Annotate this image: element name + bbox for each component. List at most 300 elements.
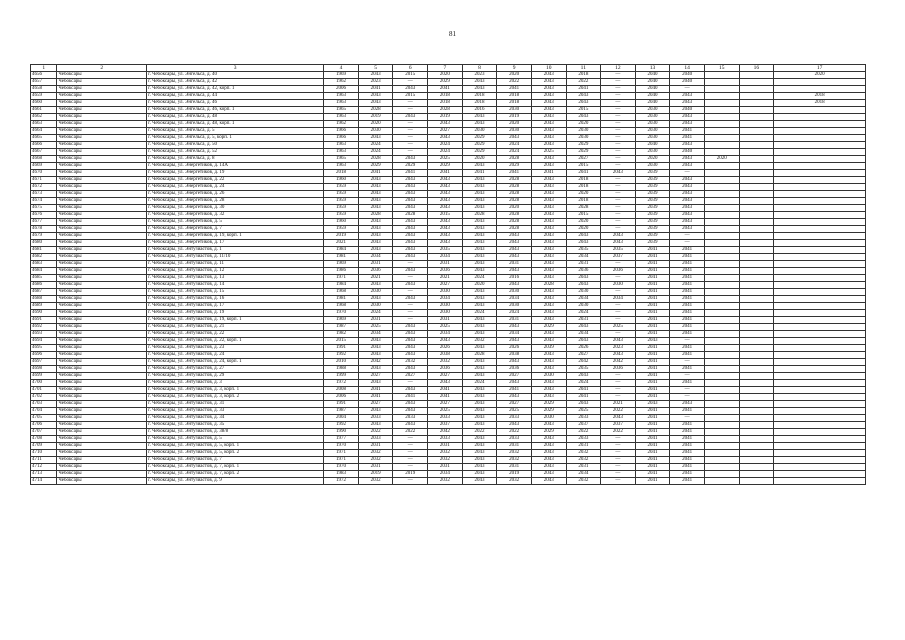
- value-cell: 1960: [324, 177, 359, 184]
- column-number-cell: 15: [704, 65, 739, 72]
- value-cell: [739, 415, 774, 422]
- value-cell: —: [393, 289, 428, 296]
- value-cell: 2043: [393, 331, 428, 338]
- value-cell: [704, 107, 739, 114]
- value-cell: 2028: [497, 191, 532, 198]
- value-cell: —: [601, 128, 636, 135]
- table-row: [31, 72, 866, 79]
- value-cell: 2043: [531, 359, 566, 366]
- table-row: [31, 282, 866, 289]
- address-cell: г. Чебоксары, ул. Энгельса, д. 44: [147, 93, 324, 100]
- city-cell: Чебоксары: [57, 79, 147, 86]
- value-cell: —: [393, 464, 428, 471]
- value-cell: —: [601, 191, 636, 198]
- value-cell: —: [601, 303, 636, 310]
- value-cell: 2041: [497, 387, 532, 394]
- value-cell: 2043: [462, 415, 497, 422]
- value-cell: 2029: [531, 429, 566, 436]
- table-row: [31, 380, 866, 387]
- value-cell: 2041: [428, 394, 463, 401]
- value-cell: 1966: [324, 135, 359, 142]
- value-cell: 2028: [358, 107, 393, 114]
- value-cell: 2041: [393, 170, 428, 177]
- value-cell: [774, 149, 866, 156]
- address-cell: г. Чебоксары, ул. Энтузиастов, д. 38/8: [147, 429, 324, 436]
- value-cell: [774, 184, 866, 191]
- value-cell: 2031: [358, 317, 393, 324]
- value-cell: 2026: [497, 345, 532, 352]
- register-table: [30, 64, 866, 485]
- value-cell: 1987: [324, 408, 359, 415]
- value-cell: 2043: [531, 422, 566, 429]
- row-number-cell: 4692: [31, 324, 57, 331]
- value-cell: 2043: [393, 338, 428, 345]
- value-cell: —: [601, 163, 636, 170]
- value-cell: 2020: [497, 72, 532, 79]
- value-cell: 2019: [358, 114, 393, 121]
- city-cell: Чебоксары: [57, 415, 147, 422]
- value-cell: 1959: [324, 191, 359, 198]
- value-cell: 2032: [497, 457, 532, 464]
- row-number-cell: 4683: [31, 261, 57, 268]
- table-row: [31, 415, 866, 422]
- value-cell: [704, 86, 739, 93]
- value-cell: 2041: [635, 380, 670, 387]
- table-body: [31, 65, 866, 485]
- value-cell: 2004: [324, 415, 359, 422]
- column-number-cell: 9: [497, 65, 532, 72]
- value-cell: 2043: [462, 296, 497, 303]
- value-cell: [704, 205, 739, 212]
- value-cell: 2043: [670, 100, 705, 107]
- value-cell: 2039: [635, 212, 670, 219]
- value-cell: 2043: [531, 275, 566, 282]
- value-cell: 2031: [358, 261, 393, 268]
- value-cell: 2024: [358, 310, 393, 317]
- value-cell: 2041: [670, 254, 705, 261]
- value-cell: 2018: [324, 170, 359, 177]
- city-cell: Чебоксары: [57, 373, 147, 380]
- value-cell: —: [601, 177, 636, 184]
- value-cell: 2018: [566, 177, 601, 184]
- table-row: [31, 394, 866, 401]
- value-cell: 2040: [670, 149, 705, 156]
- value-cell: 2041: [635, 373, 670, 380]
- value-cell: 1960: [324, 219, 359, 226]
- row-number-cell: 4678: [31, 226, 57, 233]
- value-cell: 2043: [497, 394, 532, 401]
- value-cell: 2028: [462, 352, 497, 359]
- value-cell: 2022: [497, 429, 532, 436]
- row-number-cell: 4685: [31, 275, 57, 282]
- value-cell: 2034: [601, 296, 636, 303]
- address-cell: г. Чебоксары, ул. Энтузиастов, д. 5, корп. 2: [147, 450, 324, 457]
- value-cell: 2041: [670, 408, 705, 415]
- value-cell: 2043: [393, 345, 428, 352]
- row-number-cell: 4690: [31, 310, 57, 317]
- value-cell: —: [601, 464, 636, 471]
- value-cell: [739, 142, 774, 149]
- value-cell: 2043: [393, 114, 428, 121]
- value-cell: —: [601, 121, 636, 128]
- city-cell: Чебоксары: [57, 338, 147, 345]
- value-cell: 1959: [324, 198, 359, 205]
- value-cell: 2043: [670, 142, 705, 149]
- value-cell: [704, 296, 739, 303]
- address-cell: г. Чебоксары, ул. Энергетиков, д. 32: [147, 212, 324, 219]
- value-cell: 2043: [566, 100, 601, 107]
- value-cell: —: [670, 338, 705, 345]
- value-cell: 2043: [531, 247, 566, 254]
- row-number-cell: 4670: [31, 170, 57, 177]
- value-cell: 2020: [566, 121, 601, 128]
- value-cell: —: [393, 275, 428, 282]
- value-cell: 2033: [393, 415, 428, 422]
- value-cell: 2043: [531, 296, 566, 303]
- value-cell: 2043: [462, 233, 497, 240]
- value-cell: 2018: [497, 93, 532, 100]
- value-cell: 2034: [497, 296, 532, 303]
- value-cell: 2043: [358, 93, 393, 100]
- value-cell: 2024: [358, 149, 393, 156]
- value-cell: 2028: [358, 212, 393, 219]
- city-cell: Чебоксары: [57, 142, 147, 149]
- value-cell: 1981: [324, 296, 359, 303]
- value-cell: 2041: [635, 254, 670, 261]
- value-cell: 2041: [635, 408, 670, 415]
- value-cell: 2024: [566, 310, 601, 317]
- value-cell: 2041: [635, 289, 670, 296]
- value-cell: 2043: [462, 366, 497, 373]
- value-cell: —: [393, 100, 428, 107]
- value-cell: —: [601, 142, 636, 149]
- value-cell: [774, 380, 866, 387]
- row-number-cell: 4656: [31, 72, 57, 79]
- value-cell: 2041: [635, 317, 670, 324]
- value-cell: [704, 324, 739, 331]
- table-row: [31, 464, 866, 471]
- value-cell: 2029: [428, 163, 463, 170]
- value-cell: —: [601, 226, 636, 233]
- value-cell: 2025: [601, 324, 636, 331]
- value-cell: [774, 359, 866, 366]
- row-number-cell: 4658: [31, 86, 57, 93]
- value-cell: 2043: [462, 219, 497, 226]
- value-cell: [704, 114, 739, 121]
- value-cell: [739, 303, 774, 310]
- row-number-cell: 4681: [31, 247, 57, 254]
- city-cell: Чебоксары: [57, 226, 147, 233]
- value-cell: 2034: [428, 254, 463, 261]
- value-cell: [739, 212, 774, 219]
- value-cell: 2043: [601, 352, 636, 359]
- row-number-cell: 4672: [31, 184, 57, 191]
- value-cell: 2043: [393, 387, 428, 394]
- value-cell: —: [601, 471, 636, 478]
- value-cell: —: [601, 107, 636, 114]
- value-cell: 2041: [358, 387, 393, 394]
- value-cell: 2028: [393, 212, 428, 219]
- row-number-cell: 4680: [31, 240, 57, 247]
- value-cell: 2036: [358, 268, 393, 275]
- value-cell: 2043: [531, 191, 566, 198]
- value-cell: 2041: [635, 359, 670, 366]
- value-cell: 2041: [670, 135, 705, 142]
- row-number-cell: 4657: [31, 79, 57, 86]
- row-number-cell: 4673: [31, 191, 57, 198]
- value-cell: 2041: [670, 352, 705, 359]
- value-cell: 2019: [428, 114, 463, 121]
- value-cell: 2043: [531, 289, 566, 296]
- table-row: [31, 219, 866, 226]
- value-cell: [739, 268, 774, 275]
- value-cell: —: [601, 317, 636, 324]
- row-number-cell: 4713: [31, 471, 57, 478]
- value-cell: 2043: [393, 198, 428, 205]
- value-cell: [704, 415, 739, 422]
- value-cell: 2043: [428, 121, 463, 128]
- city-cell: Чебоксары: [57, 352, 147, 359]
- table-row: [31, 471, 866, 478]
- value-cell: 2043: [531, 261, 566, 268]
- city-cell: Чебоксары: [57, 331, 147, 338]
- value-cell: 2030: [635, 107, 670, 114]
- value-cell: [774, 408, 866, 415]
- value-cell: [704, 226, 739, 233]
- value-cell: 2043: [462, 359, 497, 366]
- value-cell: 2041: [635, 422, 670, 429]
- value-cell: 2030: [358, 128, 393, 135]
- value-cell: 2031: [566, 464, 601, 471]
- value-cell: 2043: [531, 177, 566, 184]
- value-cell: —: [601, 198, 636, 205]
- value-cell: 2041: [635, 450, 670, 457]
- value-cell: 2032: [566, 450, 601, 457]
- value-cell: 2043: [358, 72, 393, 79]
- value-cell: [704, 177, 739, 184]
- value-cell: 2043: [497, 233, 532, 240]
- value-cell: 2043: [462, 184, 497, 191]
- value-cell: 2041: [670, 366, 705, 373]
- value-cell: [739, 219, 774, 226]
- value-cell: 2043: [393, 247, 428, 254]
- table-row: [31, 163, 866, 170]
- address-cell: г. Чебоксары, ул. Энергетиков, д. 14А: [147, 163, 324, 170]
- row-number-cell: 4684: [31, 268, 57, 275]
- value-cell: 2031: [497, 443, 532, 450]
- value-cell: [774, 289, 866, 296]
- value-cell: 2029: [531, 401, 566, 408]
- table-row: [31, 142, 866, 149]
- row-number-cell: 4675: [31, 205, 57, 212]
- value-cell: 2029: [393, 163, 428, 170]
- address-cell: г. Чебоксары, ул. Энтузиастов, д. 11: [147, 261, 324, 268]
- value-cell: 2043: [531, 254, 566, 261]
- value-cell: 2030: [497, 303, 532, 310]
- value-cell: 2018: [774, 93, 866, 100]
- value-cell: [704, 121, 739, 128]
- value-cell: 2024: [497, 310, 532, 317]
- value-cell: 1991: [324, 345, 359, 352]
- value-cell: 2043: [531, 394, 566, 401]
- value-cell: 2043: [462, 303, 497, 310]
- table-row: [31, 296, 866, 303]
- value-cell: 2029: [497, 163, 532, 170]
- value-cell: 2041: [670, 317, 705, 324]
- value-cell: 2022: [566, 79, 601, 86]
- value-cell: 2043: [462, 198, 497, 205]
- value-cell: 2041: [566, 394, 601, 401]
- value-cell: [739, 366, 774, 373]
- value-cell: 2043: [358, 177, 393, 184]
- address-cell: г. Чебоксары, ул. Энтузиастов, д. 19: [147, 310, 324, 317]
- address-cell: г. Чебоксары, ул. Энтузиастов, д. 22, корп. 1: [147, 338, 324, 345]
- value-cell: [774, 254, 866, 261]
- value-cell: 2032: [428, 478, 463, 485]
- value-cell: [739, 359, 774, 366]
- value-cell: 2043: [497, 247, 532, 254]
- value-cell: —: [601, 310, 636, 317]
- value-cell: [704, 387, 739, 394]
- value-cell: [774, 324, 866, 331]
- value-cell: 1971: [324, 275, 359, 282]
- value-cell: 2028: [566, 205, 601, 212]
- value-cell: 2043: [462, 457, 497, 464]
- value-cell: 2043: [635, 338, 670, 345]
- value-cell: 1970: [324, 464, 359, 471]
- value-cell: [739, 275, 774, 282]
- value-cell: 2024: [358, 142, 393, 149]
- row-number-cell: 4702: [31, 394, 57, 401]
- value-cell: [704, 282, 739, 289]
- value-cell: 2043: [393, 296, 428, 303]
- value-cell: [704, 163, 739, 170]
- value-cell: 2043: [497, 338, 532, 345]
- table-row: [31, 156, 866, 163]
- value-cell: 2043: [531, 72, 566, 79]
- value-cell: [774, 478, 866, 485]
- city-cell: Чебоксары: [57, 156, 147, 163]
- address-cell: г. Чебоксары, ул. Энтузиастов, д. 7, корп. 2: [147, 471, 324, 478]
- value-cell: 2027: [393, 373, 428, 380]
- value-cell: 2032: [393, 359, 428, 366]
- value-cell: 2028: [497, 198, 532, 205]
- value-cell: 2019: [358, 471, 393, 478]
- value-cell: [774, 79, 866, 86]
- value-cell: 2025: [428, 324, 463, 331]
- table-row: [31, 310, 866, 317]
- value-cell: 2029: [428, 79, 463, 86]
- value-cell: —: [393, 317, 428, 324]
- value-cell: 2036: [428, 268, 463, 275]
- row-number-cell: 4708: [31, 436, 57, 443]
- city-cell: Чебоксары: [57, 170, 147, 177]
- table-row: [31, 121, 866, 128]
- value-cell: 2027: [358, 373, 393, 380]
- value-cell: 2028: [428, 107, 463, 114]
- value-cell: 2043: [358, 205, 393, 212]
- value-cell: 2041: [358, 86, 393, 93]
- value-cell: 2026: [428, 345, 463, 352]
- value-cell: [774, 128, 866, 135]
- value-cell: 2043: [358, 352, 393, 359]
- value-cell: 2018: [428, 93, 463, 100]
- address-cell: г. Чебоксары, ул. Энгельса, д. 5, корп. 1: [147, 135, 324, 142]
- value-cell: [739, 380, 774, 387]
- city-cell: Чебоксары: [57, 471, 147, 478]
- value-cell: 2041: [635, 429, 670, 436]
- value-cell: 2043: [358, 247, 393, 254]
- table-row: [31, 289, 866, 296]
- value-cell: [774, 415, 866, 422]
- value-cell: 2016: [462, 107, 497, 114]
- city-cell: Чебоксары: [57, 184, 147, 191]
- city-cell: Чебоксары: [57, 303, 147, 310]
- value-cell: 1977: [324, 436, 359, 443]
- value-cell: 2040: [635, 100, 670, 107]
- value-cell: 2015: [566, 107, 601, 114]
- value-cell: [704, 457, 739, 464]
- city-cell: Чебоксары: [57, 450, 147, 457]
- value-cell: [774, 142, 866, 149]
- city-cell: Чебоксары: [57, 268, 147, 275]
- value-cell: 2034: [566, 296, 601, 303]
- address-cell: г. Чебоксары, ул. Энтузиастов, д. 13: [147, 275, 324, 282]
- city-cell: Чебоксары: [57, 247, 147, 254]
- value-cell: 2039: [635, 184, 670, 191]
- value-cell: [774, 170, 866, 177]
- value-cell: 2022: [393, 429, 428, 436]
- table-row: [31, 254, 866, 261]
- value-cell: —: [393, 142, 428, 149]
- value-cell: 2043: [462, 464, 497, 471]
- value-cell: [774, 387, 866, 394]
- value-cell: 2043: [462, 240, 497, 247]
- column-number-cell: 14: [670, 65, 705, 72]
- row-number-cell: 4698: [31, 366, 57, 373]
- address-cell: г. Чебоксары, ул. Энтузиастов, д. 9: [147, 478, 324, 485]
- value-cell: [739, 247, 774, 254]
- city-cell: Чебоксары: [57, 317, 147, 324]
- value-cell: 2032: [358, 478, 393, 485]
- value-cell: 2043: [358, 408, 393, 415]
- table-row: [31, 429, 866, 436]
- value-cell: 2043: [358, 219, 393, 226]
- address-cell: г. Чебоксары, ул. Энтузиастов, д. 11/10: [147, 254, 324, 261]
- table-row: [31, 408, 866, 415]
- value-cell: 2024: [462, 380, 497, 387]
- value-cell: 2042: [566, 359, 601, 366]
- value-cell: 2015: [393, 93, 428, 100]
- value-cell: 2043: [428, 240, 463, 247]
- value-cell: 2043: [462, 478, 497, 485]
- value-cell: 2019: [497, 471, 532, 478]
- value-cell: 2029: [462, 135, 497, 142]
- value-cell: —: [601, 373, 636, 380]
- value-cell: [739, 408, 774, 415]
- value-cell: 2043: [670, 212, 705, 219]
- address-cell: г. Чебоксары, ул. Энгельса, д. 50: [147, 142, 324, 149]
- value-cell: 2025: [531, 149, 566, 156]
- value-cell: —: [601, 135, 636, 142]
- value-cell: 2033: [566, 436, 601, 443]
- value-cell: 2021: [358, 275, 393, 282]
- value-cell: 2020: [462, 282, 497, 289]
- table-row: [31, 205, 866, 212]
- table-row: [31, 324, 866, 331]
- value-cell: 2039: [531, 345, 566, 352]
- value-cell: —: [670, 170, 705, 177]
